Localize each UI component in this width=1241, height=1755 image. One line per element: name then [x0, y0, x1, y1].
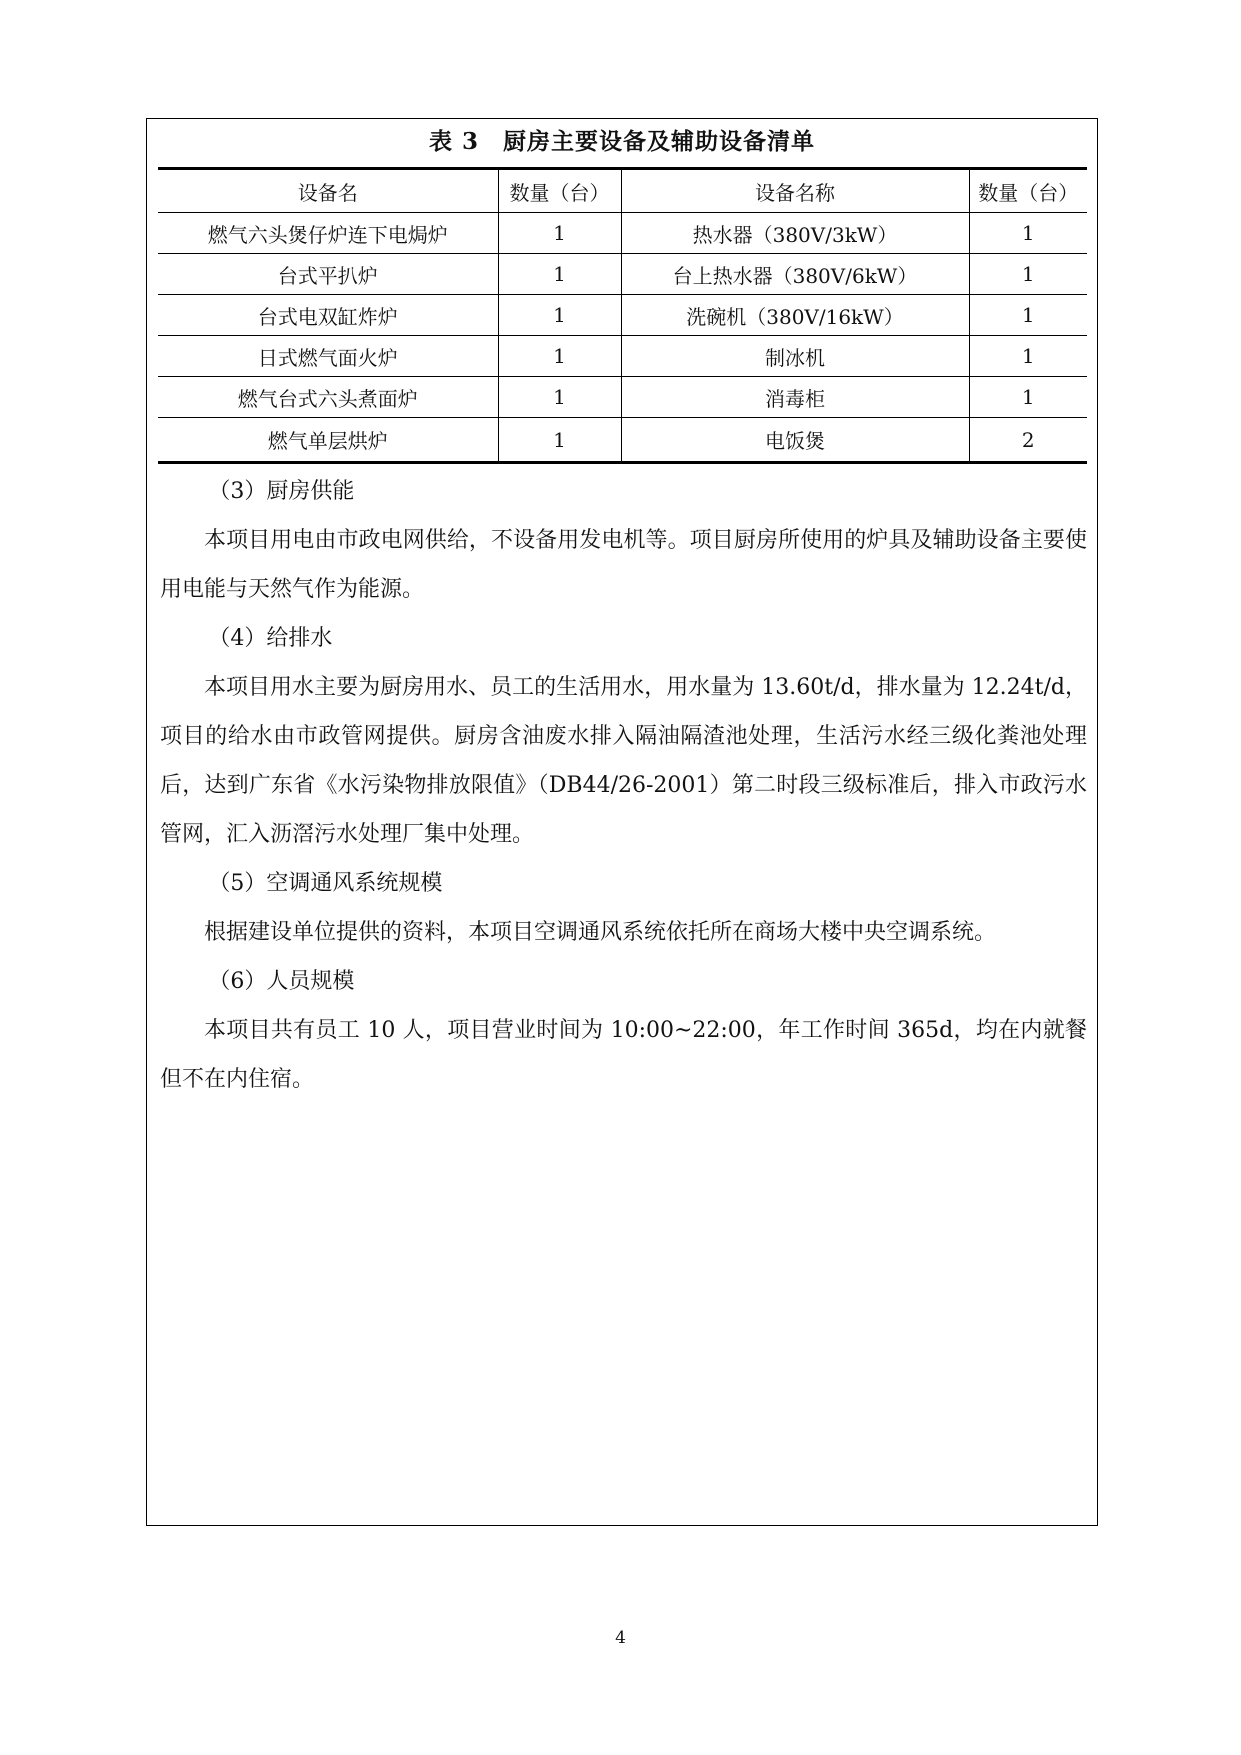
table-cell: 电饭煲 [621, 418, 969, 463]
equipment-table [158, 167, 1087, 464]
column-header-quantity-2: 数量（台） [969, 169, 1087, 213]
table-header-row [158, 169, 1087, 213]
table-cell: 燃气六头煲仔炉连下电焗炉 [158, 213, 498, 254]
table-cell: 1 [969, 254, 1087, 295]
table-cell: 2 [969, 418, 1087, 463]
table-row [158, 254, 1087, 295]
table-cell: 制冰机 [621, 336, 969, 377]
table-cell: 1 [498, 336, 621, 377]
table-row [158, 336, 1087, 377]
table-cell: 1 [498, 295, 621, 336]
table-cell: 1 [969, 377, 1087, 418]
table-cell: 1 [498, 418, 621, 463]
page-number: 4 [615, 1628, 626, 1648]
table-cell: 1 [969, 213, 1087, 254]
section-heading-staff: （6）人员规模 [208, 969, 355, 994]
paragraph-water: 本项目用水主要为厨房用水、员工的生活用水，用水量为 13.60t/d，排水量为 12.24t/d，项目的给水由市政管网提供。厨房含油废水排入隔油隔渣池处理，生活污水经三级化粪池处理后，达到广东省《水污染物排放限值》（DB44/26-2001）第二时段三级标准后，排入市政污水管网，汇入沥滘污水处理厂集中处理。 [160, 675, 1087, 847]
table-cell: 1 [969, 295, 1087, 336]
table-cell: 燃气单层烘炉 [158, 418, 498, 463]
table-cell: 1 [969, 336, 1087, 377]
column-header-equipment-name-2: 设备名称 [621, 169, 969, 213]
table-cell: 燃气台式六头煮面炉 [158, 377, 498, 418]
table-cell: 热水器（380V/3kW） [621, 213, 969, 254]
table-row [158, 418, 1087, 463]
table-row [158, 295, 1087, 336]
table-cell: 1 [498, 213, 621, 254]
content-frame [146, 118, 1098, 1526]
section-heading-hvac: （5）空调通风系统规模 [208, 871, 443, 896]
paragraph-hvac: 根据建设单位提供的资料，本项目空调通风系统依托所在商场大楼中央空调系统。 [204, 920, 997, 945]
body-text [160, 467, 1087, 1104]
paragraph-energy: 本项目用电由市政电网供给，不设备用发电机等。项目厨房所使用的炉具及辅助设备主要使用电能与天然气作为能源。 [160, 528, 1087, 602]
table-cell: 洗碗机（380V/16kW） [621, 295, 969, 336]
table-row [158, 213, 1087, 254]
section-heading-water: （4）给排水 [208, 626, 333, 651]
table-cell: 消毒柜 [621, 377, 969, 418]
table-cell: 日式燃气面火炉 [158, 336, 498, 377]
column-header-quantity: 数量（台） [498, 169, 621, 213]
table-cell: 台式平扒炉 [158, 254, 498, 295]
table-cell: 1 [498, 377, 621, 418]
section-heading-energy: （3）厨房供能 [208, 479, 355, 504]
column-header-equipment-name: 设备名 [158, 169, 498, 213]
table-cell: 台式电双缸炸炉 [158, 295, 498, 336]
table-cell: 台上热水器（380V/6kW） [621, 254, 969, 295]
paragraph-staff: 本项目共有员工 10 人，项目营业时间为 10:00~22:00，年工作时间 365d，均在内就餐但不在内住宿。 [160, 1018, 1087, 1092]
table-cell: 1 [498, 254, 621, 295]
table-row [158, 377, 1087, 418]
table-title: 表 3 厨房主要设备及辅助设备清单 [428, 128, 815, 155]
